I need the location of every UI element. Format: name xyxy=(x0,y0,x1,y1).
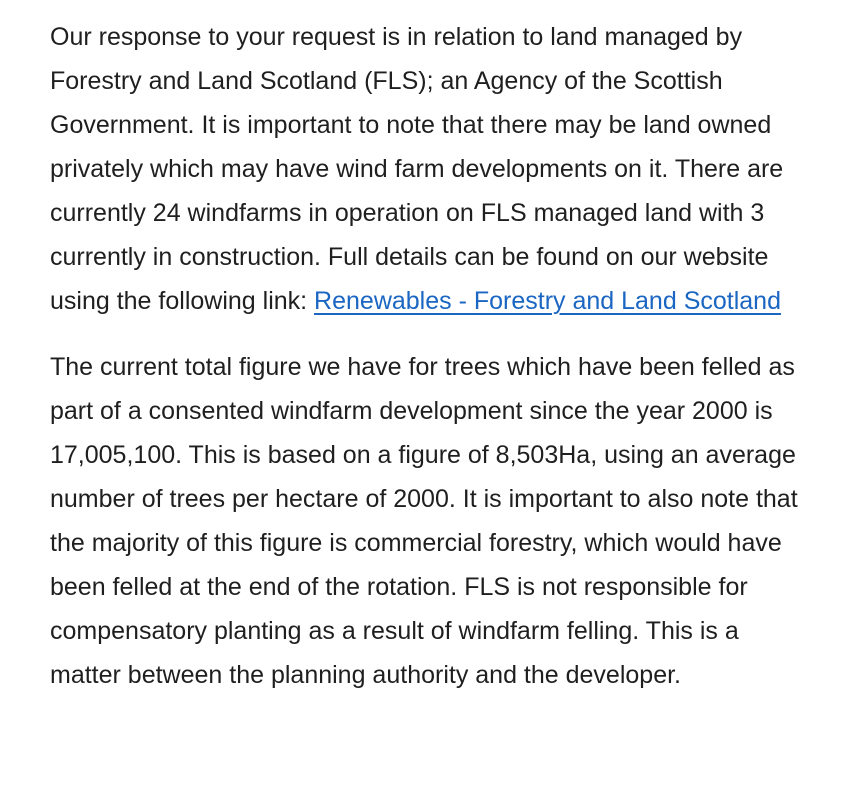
paragraph-1-text: Our response to your request is in relation to land managed by Forestry and Land Scotland (FLS); an Agency of the Scottish Government. It is important to note that there may be land owned privately which may have wind farm developments on it. There are currently 24 windfarms in operation on FLS managed land with 3 currently in construction. Full details can be found on our website using the following link: xyxy=(50,23,784,315)
paragraph-trees-felled xyxy=(50,345,805,697)
paragraph-windfarms-on-fls-land xyxy=(50,15,805,323)
paragraph-2-text: The current total figure we have for trees which have been felled as part of a consented windfarm development since the year 2000 is 17,005,100. This is based on a figure of 8,503Ha, using an average number of trees per hectare of 2000. It is important to also note that the majority of this figure is commercial forestry, which would have been felled at the end of the rotation. FLS is not responsible for compensatory planting as a result of windfarm felling. This is a matter between the planning authority and the developer. xyxy=(50,353,798,689)
renewables-link[interactable]: Renewables - Forestry and Land Scotland xyxy=(314,287,781,315)
